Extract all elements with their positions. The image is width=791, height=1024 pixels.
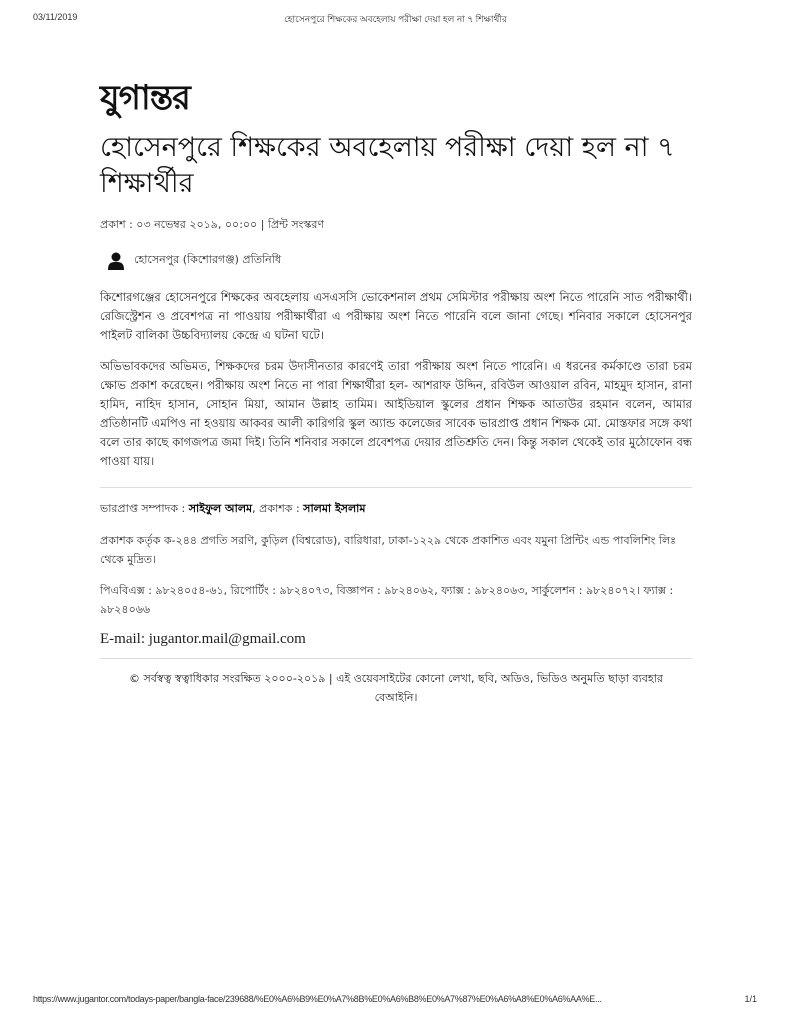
user-icon [108,252,124,270]
contact-email[interactable]: E-mail: jugantor.mail@gmail.com [100,630,306,647]
print-page-title: হোসেনপুরে শিক্ষকের অবহেলায় পরীক্ষা দেয়া হল না ৭ শিক্ষার্থীর [284,14,507,24]
editor-label: ভারপ্রাপ্ত সম্পাদক : [100,501,186,515]
publisher-name: সালমা ইসলাম [303,501,366,515]
article-meta [100,216,692,235]
divider [100,487,692,488]
edition-label: প্রিন্ট সংস্করণ [267,218,325,231]
divider [100,658,692,659]
author-line [100,251,692,270]
copyright-notice: © সর্বস্বত্ব স্বত্বাধিকার সংরক্ষিত ২০০০-২০১৯ | এই ওয়েবসাইটের কোনো লেখা, ছবি, অডিও, ভিডিও অনুমতি ছাড়া ব্যবহার বেআইনি। [129,671,663,704]
publisher-label: প্রকাশক : [259,501,300,515]
print-date: 03/11/2019 [33,12,78,22]
article-paragraph: অভিভাবকদের অভিমত, শিক্ষকদের চরম উদাসীনতার কারণেই তারা পরীক্ষায় অংশ নিতে পারেনি। এ ধরনের কর্মকাণ্ডে তারা চরম ক্ষোভ প্রকাশ করেছেন। পরীক্ষায় অংশ নিতে না পারা শিক্ষার্থীরা হল- আশরাফ উদ্দিন, রবিউল আওয়াল রবিন, মাহমুদ হাসান, রানা হামিদ, নাহিদ হাসান, সোহান মিয়া, আমান উল্লাহ তামিম। আইডিয়াল স্কুলের প্রধান শিক্ষক আতাউর রহমান বলেন, আমার প্রতিষ্ঠানটি এমপিও না হওয়ায় আকবর আলী কারিগরি স্কুল অ্যান্ড কলেজের সাবেক ভারপ্রাপ্ত প্রধান শিক্ষক মো. মোস্তফার সঙ্গে কথা বলে তার কাছে কাগজপত্র জমা দিই। তিনি শনিবার সকালে প্রবেশপত্র দেয়ার প্রতিশ্রুতি দেন। কিন্তু সকাল থেকেই তার মুঠোফোন বন্ধ পাওয়া যায়। [100,358,692,468]
site-logo[interactable]: যুগান্তর [100,78,190,118]
meta-divider: | [260,218,268,231]
article-headline: হোসেনপুরে শিক্ষকের অবহেলায় পরীক্ষা দেয়া হল না ৭ শিক্ষার্থীর [100,132,675,199]
publish-date: প্রকাশ : ০৩ নভেম্বর ২০১৯, ০০:০০ [100,218,258,231]
print-url: https://www.jugantor.com/todays-paper/bangla-face/239688/%E0%A6%B9%E0%A7%8B%E0%A6%B8%E0%A7%87%E0%A6%A8%E0%A6%AA%E... [33,994,602,1004]
contact-phones: পিএবিএক্স : ৯৮২৪০৫৪-৬১, রিপোর্টিং : ৯৮২৪০৭৩, বিজ্ঞাপন : ৯৮২৪০৬২, ফ্যাক্স : ৯৮২৪০৬৩, সার্কুলেশন : ৯৮২৪০৭২। ফ্যাক্স : ৯৮২৪০৬৬ [100,583,674,616]
author-name: হোসেনপুর (কিশোরগঞ্জ) প্রতিনিধি [134,253,282,266]
editor-name: সাইফুল আলম [188,501,253,515]
page-number: 1/1 [744,994,757,1004]
article-page [100,80,692,707]
editor-line: ভারপ্রাপ্ত সম্পাদক : সাইফুল আলম, প্রকাশক : সালমা ইসলাম [100,501,366,515]
article-paragraph: কিশোরগঞ্জের হোসেনপুরে শিক্ষকের অবহেলায় এসএসসি ভোকেশনাল প্রথম সেমিস্টার পরীক্ষায় অংশ নিতে পারেনি সাত পরীক্ষার্থী। রেজিস্ট্রেশন ও প্রবেশপত্র না পাওয়ায় পরীক্ষার্থীরা এ পরীক্ষায় অংশ নিতে পারেনি বলে জানা গেছে। শনিবার সকালে হোসেনপুর পাইলট বালিকা উচ্চবিদ্যালয় কেন্দ্রে এ ঘটনা ঘটে। [100,290,692,342]
publisher-address: প্রকাশক কর্তৃক ক-২৪৪ প্রগতি সরণি, কুড়িল (বিশ্বরোড), বারিধারা, ঢাকা-১২২৯ থেকে প্রকাশিত এবং যমুনা প্রিন্টিং এন্ড পাবলিশিং লিঃ থেকে মুদ্রিত। [100,533,677,566]
